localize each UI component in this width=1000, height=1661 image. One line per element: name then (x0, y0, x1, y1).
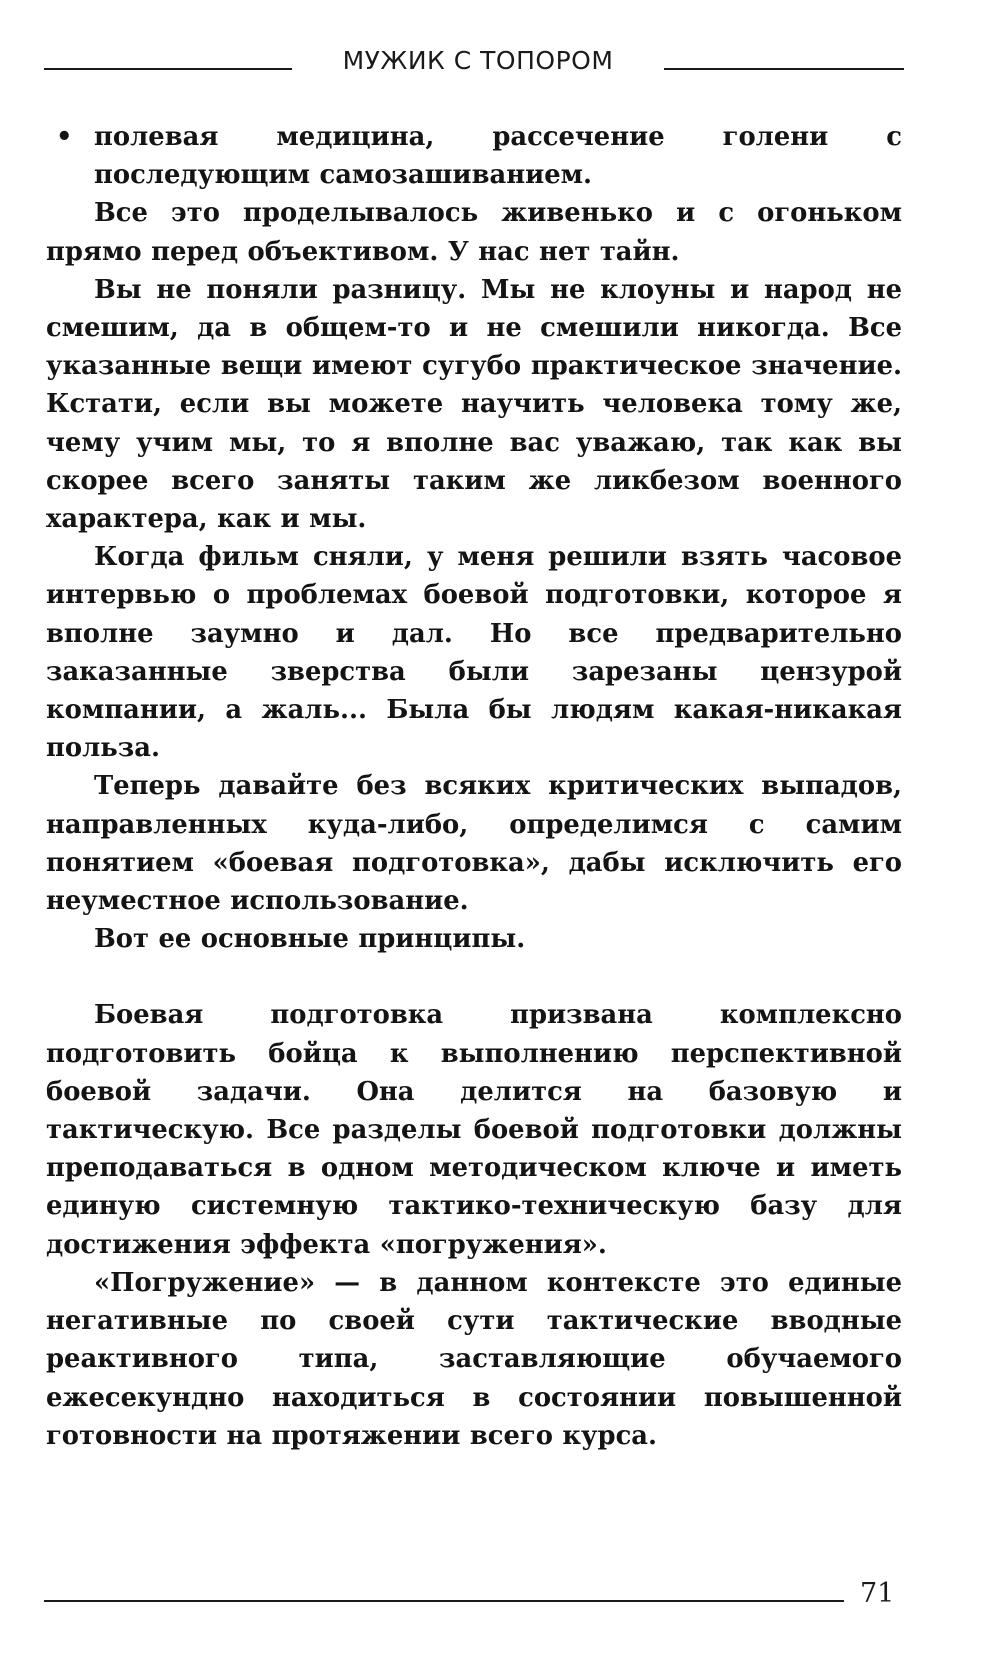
header-rule-right (664, 68, 904, 70)
paragraph: Вот ее основные принципы. (94, 924, 526, 955)
paragraph: Все это проделывалось живенько и с огоньком прямо перед объективом. У нас нет тайн. (46, 198, 902, 267)
footer-rule (44, 1600, 844, 1602)
page-body (46, 118, 902, 1455)
bullet-list-item (46, 118, 902, 194)
paragraph: Боевая подготовка призвана комплексно подготовить бойца к выполнению перспективной боевой задачи. Она делится на базовую и тактическую. Все разделы боевой подготовки должны преподаваться в одном методическом ключе и иметь единую системную тактико-техническую базу для достижения эффекта «погружения». (46, 1000, 902, 1260)
paragraph: Теперь давайте без всяких критических выпадов, направленных куда-либо, определимся с самим понятием «боевая подготовка», дабы исключить его неуместное использование. (46, 771, 902, 917)
paragraph: Вы не поняли разницу. Мы не клоуны и народ не смешим, да в общем-то и не смешили никогда. Все указанные вещи имеют сугубо практическое значение. Кстати, если вы можете научить человека тому же, чему учим мы, то я вполне вас уважаю, так как вы скорее всего заняты таким же ликбезом военного характера, как и мы. (46, 274, 902, 535)
header-rule-left (44, 68, 292, 70)
bullet-item-text: полевая медицина, рассечение голени с последующим самозашиванием. (94, 122, 902, 191)
page-number: 71 (860, 1578, 895, 1609)
running-header (44, 46, 904, 86)
page-footer (44, 1578, 904, 1618)
running-header-title: МУЖИК С ТОПОРОМ (342, 46, 614, 75)
bullet-mark: • (56, 122, 73, 152)
paragraph: «Погружение» — в данном контексте это единые негативные по своей сути тактические вводные реактивного типа, заставляющие обучаемого ежесекундно находиться в состоянии повышенной готовности на протяжении всего курса. (46, 1267, 902, 1451)
paragraph: Когда фильм сняли, у меня решили взять часовое интервью о проблемах боевой подготовки, которое я вполне заумно и дал. Но все предварительно заказанные зверства были зарезаны цензурой компании, а жаль... Была бы людям какая-никакая польза. (46, 542, 902, 764)
